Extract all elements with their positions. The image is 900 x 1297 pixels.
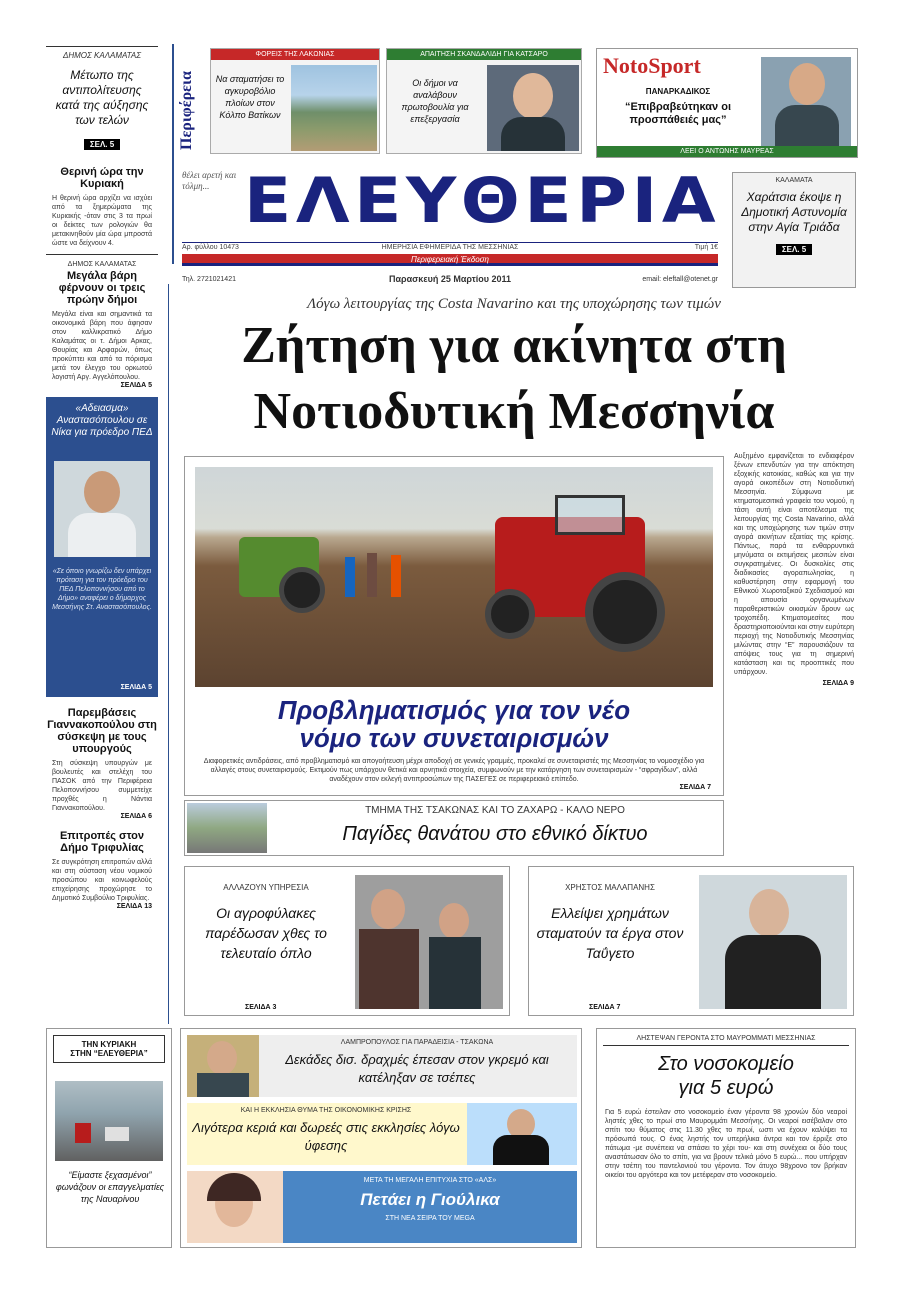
lead-body[interactable] [734, 452, 854, 862]
guards-kicker: ΑΛΛΑΖΟΥΝ ΥΠΗΡΕΣΙΑ [223, 883, 309, 892]
left-column-divider [168, 284, 169, 1024]
hospital-kicker: ΛΗΣΤΕΨΑΝ ΓΕΡΟΝΤΑ ΣΤΟ ΜΑΥΡΟΜΜΑΤΙ ΜΕΣΣΗΝΙΑΣ [603, 1035, 849, 1046]
gioulika-photo [187, 1171, 283, 1243]
lampropoulos-kicker: ΛΑΜΠΡΟΠΟΥΛΟΣ ΓΙΑ ΠΑΡΑΔΕΙΣΙΑ - ΤΣΑΚΩΝΑ [340, 1039, 494, 1046]
church-kicker: ΚΑΙ Η ΕΚΚΛΗΣΙΑ ΘΥΜΑ ΤΗΣ ΟΙΚΟΝΟΜΙΚΗΣ ΚΡΙΣΗΣ [240, 1107, 412, 1114]
debts-kicker: ΔΗΜΟΣ ΚΑΛΑΜΑΤΑΣ [67, 261, 137, 268]
top-left-box[interactable] [46, 46, 158, 158]
taygetos-page-ref: ΣΕΛΙΔΑ 7 [589, 1004, 621, 1011]
email: email: eleftall@otenet.gr [642, 276, 718, 283]
top-left-headline: Μέτωπο της αντιπολίτευσης κατά της αύξησης των τελών [55, 68, 149, 127]
masthead-subtitle: ΗΜΕΡΗΣΙΑ ΕΦΗΜΕΡΙΔΑ ΤΗΣ ΜΕΣΣΗΝΙΑΣ [381, 244, 519, 251]
lampropoulos-teaser[interactable] [187, 1035, 577, 1097]
teaser-skandalidis-kicker: ΑΠΑΙΤΗΣΗ ΣΚΑΝΔΑΛΙΔΗ ΓΙΑ ΚΑΤΣΑΡΟ [387, 49, 581, 60]
vertical-divider [172, 44, 174, 264]
politician-photo [487, 65, 579, 151]
church-teaser[interactable] [187, 1103, 577, 1165]
coop-headline-1: Προβληματισμός για τον νέο [277, 695, 631, 725]
notosport-box[interactable] [596, 48, 858, 158]
teaser-skandalidis[interactable] [386, 48, 582, 154]
coastline-photo [291, 65, 377, 151]
top-left-page-ref: ΣΕΛ. 5 [84, 139, 120, 150]
phone: Τηλ. 2721021421 [182, 276, 236, 283]
trifylia-body: Σε συγκρότηση επιτροπών αλλά και στη σύσταση νέου νομικού προσώπου και κοινωφελούς επιχείρησης προχώρησε το Δημοτικό Συμβούλιο Τριφυλίας. [52, 859, 152, 902]
giannakopoulou-body: Στη σύσκεψη υπουργών με βουλευτές και στελέχη του ΠΑΣΟΚ από την Περιφέρεια Πελοποννήσου συμμετείχε προχθές η Νάντια Γιαννακοπούλου. [52, 760, 152, 812]
edition-banner: Περιφερειακή Έκδοση [182, 254, 718, 266]
ped-page-ref: ΣΕΛΙΔΑ 5 [120, 684, 152, 691]
notosport-kicker: ΠΑΝΑΡΚΑΔΙΚΟΣ [645, 87, 711, 96]
trifylia-headline: Επιτροπές στον Δήμο Τριφυλίας [59, 830, 145, 854]
debts-item[interactable] [46, 261, 158, 389]
police-box[interactable] [732, 172, 856, 288]
issue-date: Παρασκευή 25 Μαρτίου 2011 [389, 274, 511, 284]
trifylia-page-ref: ΣΕΛΙΔΑ 13 [116, 903, 152, 910]
church-headline: Λιγότερα κεριά και δωρεές στις εκκλησίες λόγω ύφεσης [192, 1120, 460, 1153]
taygetos-story[interactable] [528, 866, 854, 1016]
left-divider-1 [46, 254, 158, 255]
hospital-headline-1: Στο νοσοκομείο [658, 1053, 794, 1075]
summer-time-headline: Θερινή ώρα την Κυριακή [60, 166, 144, 190]
road-kicker: ΤΜΗΜΑ ΤΗΣ ΤΣΑΚΩΝΑΣ ΚΑΙ ΤΟ ΖΑΧΑΡΩ - ΚΑΛΟ ΝΕΡΟ [365, 805, 625, 816]
ped-quote: «Σε όποιο γνωρίζω δεν υπάρχει πρόταση για τον πρόεδρο του ΠΕΔ Πελοποννήσου από το Δήμο» αναφέρει ο δήμαρχος Μεσσήνης Στ. Αναστασόπουλος. [52, 568, 152, 611]
masthead-title: ΕΛΕΥΘΕΡΙΑ [243, 164, 721, 237]
road-photo [187, 803, 267, 853]
debts-body: Μεγάλα είναι και σημαντικά τα οικονομικά βάρη που άφησαν στον καλλικρατικό Δήμο Καλαμάτας οι τ. Δήμοι Αρκας, Θουρίας και Αρφαρών, όπως προκύπτει και από τα πόρισμα μετά τον έλεγχο του ορκωτού λογιστή Αργ. Αγγελόπουλου. [52, 311, 152, 381]
road-story[interactable] [184, 800, 724, 856]
summer-time-item[interactable] [46, 166, 158, 248]
issue-number: Αρ. φύλλου 10473 [182, 244, 239, 251]
masthead-motto: θέλει αρετή και τόλμη... [182, 170, 237, 191]
lead-body-text: Αυξημένο εμφανίζεται το ενδιαφέρον ξένων επενδυτών για την απόκτηση εξοχικής κατοικίας, καθώς και για την αγορά οικοπέδων στη Νοτιοδυτική Μεσσηνία. Σύμφωνα με κτηματομεσιτικά γραφεία του νομού, η τάση αυτή είναι αποτέλεσμα της λειτουργίας της Costa Navarino, αλλά και της υποχώρησης των τιμών στην αγορά ακινήτων εξαιτίας της κρίσης. Πάντως, παρά τα ενθαρρυντικά μηνύματα οι εκτιμήσεις μεσιτών είναι συγκρατημένες. Οι δυσκολίες στις διαδικασίες αγοραπωλησίας, η καθυστέρηση στην εφαρμογή του Εθνικού Χωροταξικού Σχεδιασμού και η απουσία οργανωμένων παραθεριστικών οικισμών δρουν ως τροχοπέδη. Κτηματομεσίτες που δραστηριοποιούνται και στην ευρύτερη περιοχή της Νοτιοδυτικής Μεσσηνίας μιλώντας στην “Ε” παρουσιάζουν τα απόψεις τους για τη σημερινή κατάσταση και τις προοπτικές που υπάρχουν. [734, 453, 854, 676]
lampropoulos-headline: Δεκάδες δισ. δραχμές έπεσαν στον γκρεμό και κατέληξαν σε τσέπες [285, 1052, 549, 1085]
guards-story[interactable] [184, 866, 510, 1016]
guards-photo [355, 875, 503, 1009]
gioulika-teaser[interactable] [187, 1171, 577, 1243]
sunday-box[interactable] [46, 1028, 172, 1248]
giannakopoulou-item[interactable] [46, 707, 158, 820]
lead-kicker: Λόγω λειτουργίας της Costa Navarino και της υποχώρησης των τιμών [307, 296, 721, 312]
masthead-date-row [182, 274, 718, 286]
trifylia-item[interactable] [46, 830, 158, 910]
lead-page-ref: ΣΕΛΙΔΑ 9 [822, 680, 854, 687]
priest-photo [467, 1103, 577, 1165]
road-headline: Παγίδες θανάτου στο εθνικό δίκτυο [342, 823, 648, 845]
sunday-label [53, 1035, 165, 1063]
police-kicker: ΚΑΛΑΜΑΤΑ [775, 177, 813, 184]
teaser-lakonia[interactable] [210, 48, 380, 154]
sunday-label-1: ΤΗΝ ΚΥΡΙΑΚΗ [81, 1040, 137, 1049]
notosport-quote: “Επιβραβεύτηκαν οι προσπάθειές μας” [624, 101, 732, 126]
hospital-headline-2: για 5 ευρώ [678, 1077, 774, 1099]
police-page-ref: ΣΕΛ. 5 [776, 244, 812, 255]
red-tractor [495, 517, 645, 617]
teaser-skandalidis-headline: Οι δήμοι να αναλάβουν πρωτοβουλία για επεξεργασία [401, 78, 469, 124]
lead-headline-1: Ζήτηση για ακίνητα στη [241, 317, 787, 374]
ped-box[interactable] [46, 397, 158, 697]
taygetos-headline: Ελλείψει χρημάτων σταματούν τα έργα στον Ταΰγετο [536, 905, 684, 961]
regional-label: Περιφέρεια [178, 71, 195, 150]
masthead-info-row [182, 242, 718, 252]
lead-headline-2: Νοτιοδυτική Μεσσηνία [253, 383, 775, 440]
teaser-lakonia-headline: Να σταματήσει το αγκυροβόλιο πλοίων στον Κόλπο Βατίκων [215, 74, 285, 120]
gioulika-subline: ΣΤΗ ΝΕΑ ΣΕΙΡΑ ΤΟΥ MEGA [385, 1215, 475, 1222]
guards-page-ref: ΣΕΛΙΔΑ 3 [245, 1004, 277, 1011]
coop-page-ref: ΣΕΛΙΔΑ 7 [679, 784, 711, 791]
summer-time-body: Η θερινή ώρα αρχίζει να ισχύει από τα ξημερώματα της Κυριακής -όταν στις 3 τα πρωί οι δείκτες των ρολογιών θα μετακινηθούν μία ώρα μπροστά ώστε να δείχνουν 4. [52, 195, 152, 247]
debts-headline: Μεγάλα βάρη φέρνουν οι τρεις πρώην δήμοι [58, 270, 146, 306]
top-left-kicker: ΔΗΜΟΣ ΚΑΛΑΜΑΤΑΣ [46, 46, 158, 60]
anastasopoulos-photo [54, 461, 150, 557]
gioulika-headline: Πετάει η Γιούλικα [360, 1190, 500, 1209]
newspaper-front-page [44, 44, 860, 1254]
hospital-story[interactable] [596, 1028, 856, 1248]
sunday-label-2: ΣΤΗΝ “ΕΛΕΥΘΕΡΙΑ” [70, 1049, 148, 1058]
price: Τιμή 1€ [694, 244, 718, 251]
green-tractor [239, 537, 319, 597]
notosport-byline: ΛΕΕΙ Ο ΑΝΤΩΝΗΣ ΜΑΥΡΕΑΣ [597, 146, 857, 157]
gioulika-kicker: ΜΕΤΑ ΤΗ ΜΕΓΑΛΗ ΕΠΙΤΥΧΙΑ ΣΤΟ «ΑΛΣ» [363, 1177, 497, 1184]
sunday-photo [55, 1081, 163, 1161]
guards-headline: Οι αγροφύλακες παρέδωσαν χθες το τελευταίο όπλο [205, 905, 327, 961]
mavreas-photo [761, 57, 851, 147]
hospital-body: Για 5 ευρώ έστειλαν στο νοσοκομείο έναν γέροντα 98 χρονών δύο νεαροί ληστές χθες το πρωί στο Μαυρομμάτι Μεσσήνης. Οι νεαροί εισέβαλαν στο σπίτι του θύματος στις 11.30 χθες το πρωί, ωστι να έχουν καλύψει τα πρόσωπά τους. Ο ένας ληστής τον υπερήλικα άντρα και τον έρριξε στο πάτωμα -με συνέπεια να σπάσει το χέρι του- και στη συνέχεια οι δύο τους αναστάτωσαν όλο το σπίτι, για να βρουν τελικά μόνο 5 ευρώ... που υπήρχαν στην τσέπη του παντελονιού του γέροντα. Τον άτυχο 98χρονο τον βρήκαν οικείοι του αργότερα και τον μετέφεραν στο νοσοκομείο. [605, 1109, 847, 1179]
malapanis-photo [699, 875, 847, 1009]
police-headline: Χαράτσια έκοψε η Δημοτική Αστυνομία στην Αγία Τριάδα [741, 190, 847, 234]
ped-headline: «Αδειασμα» Αναστασόπουλου σε Νίκα για πρόεδρο ΠΕΔ [51, 403, 153, 438]
teaser-lakonia-kicker: ΦΟΡΕΙΣ ΤΗΣ ΛΑΚΩΝΙΑΣ [211, 49, 379, 60]
debts-page-ref: ΣΕΛΙΔΑ 5 [120, 382, 152, 389]
coop-body: Διαφορετικές αντιδράσεις, από προβληματισμό και απογοήτευση μέχρι αποδοχή σε γενικές γραμμές, προκαλεί σε συνεταιριστές της Μεσσηνίας το νομοσχέδιο για αλλαγές στους συνεταιρισμούς. Εκτιμούν πως υπάρχουν θετικά και αρνητικά στοιχεία, συμφωνούν με την κατάργηση των συνεταιρισμών - “σφραγίδων”, αλλά αναδέχουν στον εκλεγή αντιπροσώπων της ΠΑΣΕΓΕΣ σε περιφερειακό επίπεδο. [203, 758, 705, 783]
tractors-photo [195, 467, 713, 687]
sunday-caption: “Είμαστε ξεχασμένοι” φωνάζουν οι επαγγελματίες της Ναυαρίνου [55, 1170, 165, 1204]
bottom-teasers [180, 1028, 582, 1248]
notosport-logo: NotoSport [603, 53, 701, 78]
lampropoulos-photo [187, 1035, 259, 1097]
giannakopoulou-page-ref: ΣΕΛΙΔΑ 6 [120, 813, 152, 820]
coop-headline-2: νόμο των συνεταιρισμών [299, 723, 609, 753]
giannakopoulou-headline: Παρεμβάσεις Γιαννακοπούλου στη σύσκεψη με τους υπουργούς [47, 707, 157, 755]
coop-story[interactable] [184, 456, 724, 796]
left-column [46, 166, 158, 1026]
taygetos-kicker: ΧΡΗΣΤΟΣ ΜΑΛΑΠΑΝΗΣ [565, 883, 655, 892]
